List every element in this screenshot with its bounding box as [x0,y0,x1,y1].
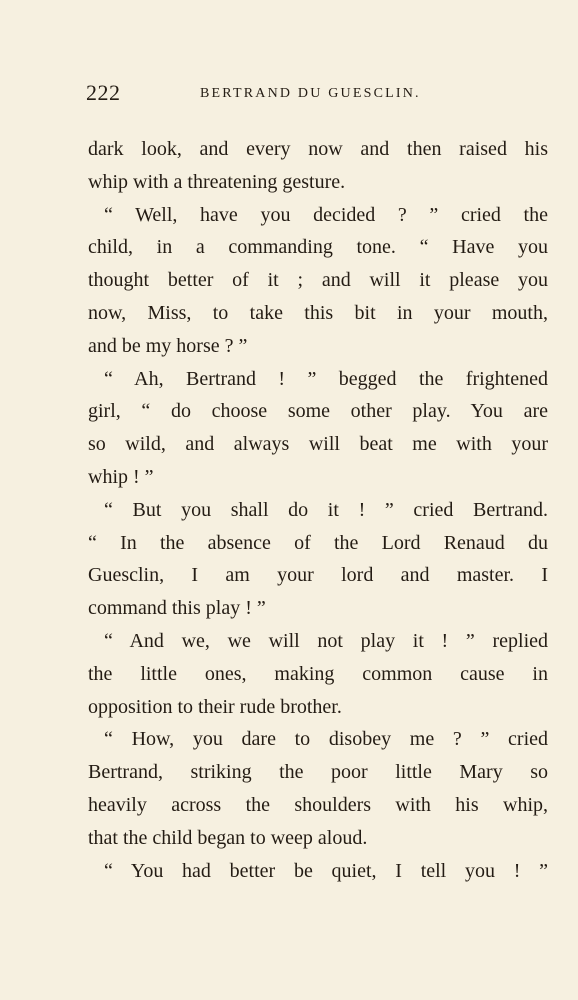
body-text [88,133,548,887]
running-title: BERTRAND DU GUESCLIN. [200,86,421,101]
page-header [86,80,550,110]
text-line: “ In the absence of the Lord Renaud du [88,531,548,554]
text-line: the little ones, making common cause in [88,662,548,685]
text-line: “ Ah, Bertrand ! ” begged the frightened [104,367,548,390]
text-line: that the child began to weep aloud. [88,826,368,849]
text-line: heavily across the shoulders with his whip, [88,793,548,816]
text-line: and be my horse ? ” [88,334,248,357]
text-line: “ But you shall do it ! ” cried Bertrand. [104,498,548,521]
text-line: child, in a commanding tone. “ Have you [88,236,548,259]
text-line: now, Miss, to take this bit in your mouth, [88,301,548,324]
text-line: opposition to their rude brother. [88,695,342,718]
text-line: whip ! ” [88,465,154,488]
page-number: 222 [86,80,121,105]
text-line: thought better of it ; and will it please you [88,269,548,292]
text-line: “ Well, have you decided ? ” cried the [104,203,548,226]
text-line: “ You had better be quiet, I tell you ! ” [104,859,548,882]
text-line: “ And we, we will not play it ! ” replied [104,629,548,652]
text-line: whip with a threatening gesture. [88,170,346,193]
text-line: command this play ! ” [88,597,266,620]
text-line: Bertrand, striking the poor little Mary so [88,761,548,784]
text-line: so wild, and always will beat me with your [88,433,548,456]
text-line: “ How, you dare to disobey me ? ” cried [104,728,548,751]
text-line: girl, “ do choose some other play. You are [88,400,548,423]
text-line: dark look, and every now and then raised his [88,138,548,160]
text-line: Guesclin, I am your lord and master. I [88,564,548,587]
